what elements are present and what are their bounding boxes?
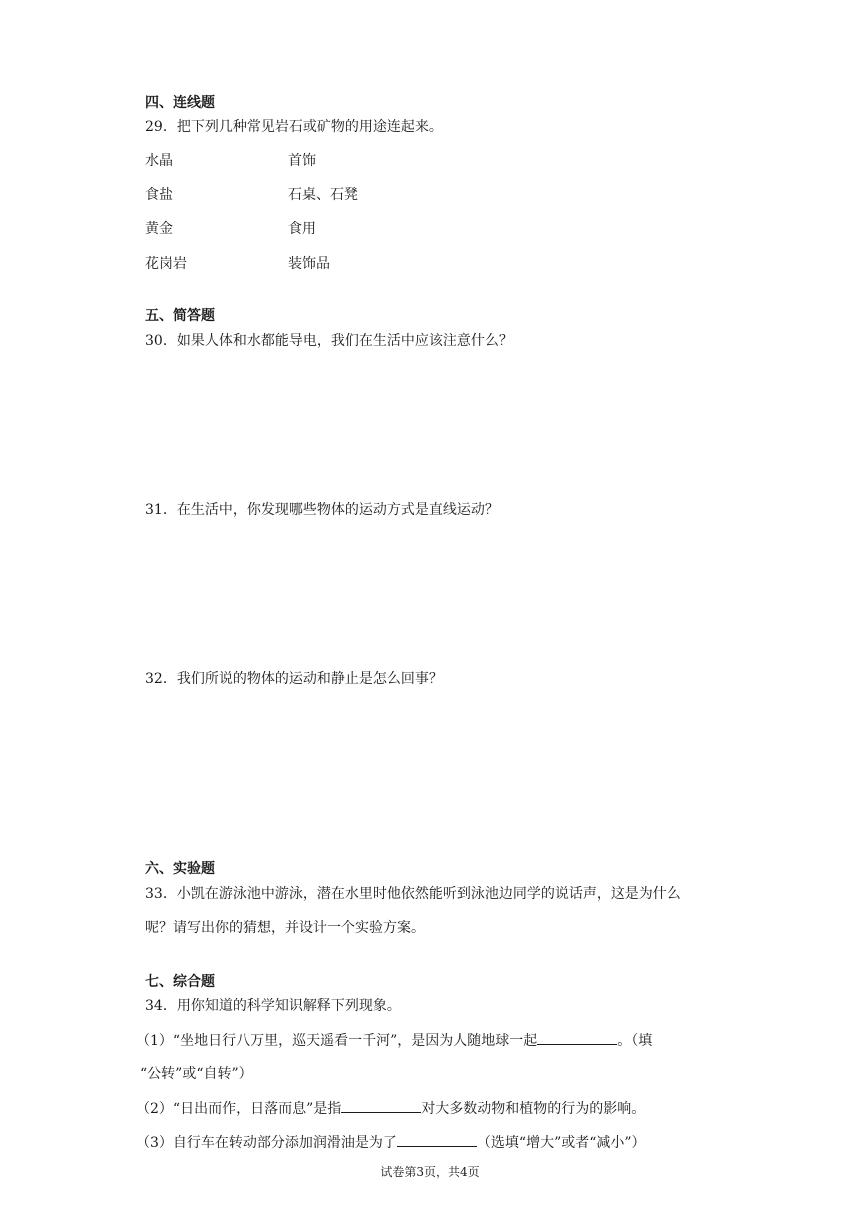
section-heading-short-answer: 五、简答题	[145, 308, 215, 324]
question-34: 34．用你知道的科学知识解释下列现象。	[145, 998, 401, 1014]
question-34-part2	[136, 1098, 645, 1119]
section-heading-matching: 四、连线题	[145, 95, 215, 111]
section-heading-comprehensive: 七、综合题	[145, 974, 215, 990]
question-33-line1: 33．小凯在游泳池中游泳，潜在水里时他依然能听到泳池边同学的说话声，这是为什么	[145, 886, 681, 902]
question-34-part3	[136, 1132, 646, 1153]
part1-text-after: 。（填	[617, 1033, 653, 1049]
question-34-part1-line2: “公转”或“自转”）	[140, 1066, 253, 1082]
answer-blank-3[interactable]	[397, 1132, 477, 1147]
question-29: 29．把下列几种常见岩石或矿物的用途连起来。	[145, 119, 443, 135]
matching-left-item: 黄金	[145, 221, 173, 237]
section-heading-experiment: 六、实验题	[145, 861, 215, 877]
part2-text-before: （2）“日出而作，日落而息”是指	[136, 1101, 342, 1117]
page-footer: 试卷第3页，共4页	[380, 1165, 480, 1179]
question-33-line2: 呢？请写出你的猜想，并设计一个实验方案。	[145, 920, 425, 936]
part1-text-before: （1）“坐地日行八万里，巡天遥看一千河”，是因为人随地球一起	[136, 1033, 538, 1049]
question-32: 32．我们所说的物体的运动和静止是怎么回事？	[145, 671, 443, 687]
matching-right-item: 装饰品	[288, 256, 330, 272]
question-30: 30．如果人体和水都能导电，我们在生活中应该注意什么？	[145, 333, 513, 349]
matching-right-item: 食用	[288, 221, 316, 237]
part2-text-after: 对大多数动物和植物的行为的影响。	[421, 1101, 646, 1117]
answer-blank-2[interactable]	[341, 1098, 421, 1113]
part3-text-before: （3）自行车在转动部分添加润滑油是为了	[136, 1135, 397, 1151]
answer-blank-1[interactable]	[537, 1030, 617, 1045]
matching-left-item: 水晶	[145, 153, 173, 169]
matching-right-item: 首饰	[288, 153, 316, 169]
question-31: 31．在生活中，你发现哪些物体的运动方式是直线运动？	[145, 502, 499, 518]
part3-text-after: （选填“增大”或者“减小”）	[476, 1135, 646, 1151]
matching-left-item: 食盐	[145, 187, 173, 203]
matching-right-item: 石桌、石凳	[288, 187, 358, 203]
matching-left-item: 花岗岩	[145, 256, 187, 272]
question-34-part1	[136, 1030, 652, 1051]
